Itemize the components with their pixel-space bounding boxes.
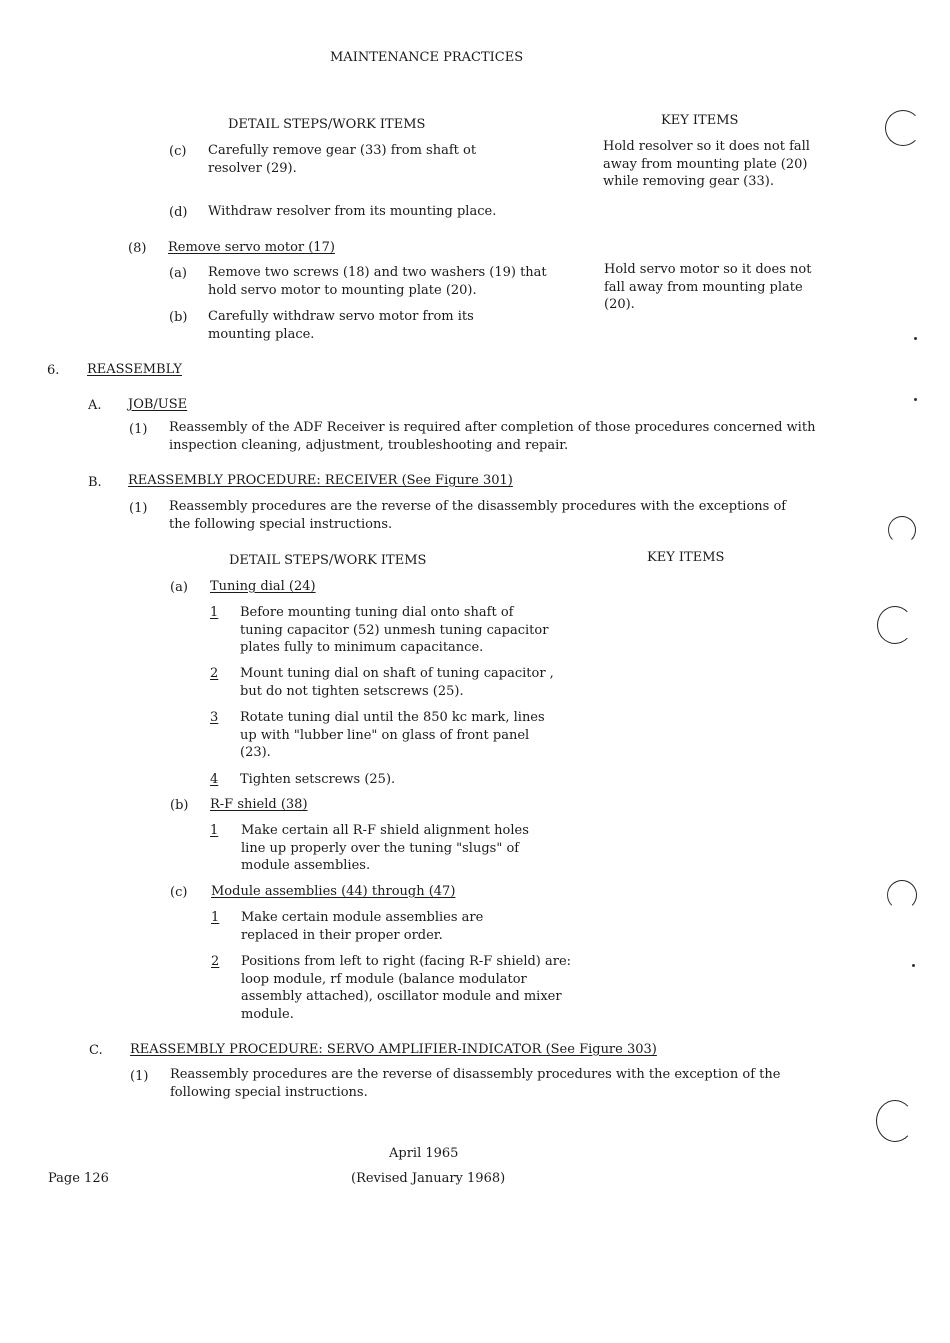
scan-speck — [914, 337, 917, 340]
subsection-title: REASSEMBLY PROCEDURE: SERVO AMPLIFIER-INDICATOR (See Figure 303) — [130, 1042, 657, 1057]
step-text: Carefully remove gear (33) from shaft ot resolver (29). — [208, 143, 477, 176]
item-label: (a) — [170, 580, 188, 595]
step-number: 3 — [210, 710, 219, 725]
item-label: (1) — [129, 501, 148, 516]
step-text: Withdraw resolver from its mounting place. — [208, 204, 497, 219]
footer-date: April 1965 — [389, 1146, 459, 1161]
column-heading-detail: DETAIL STEPS/WORK ITEMS — [229, 553, 427, 568]
paragraph-text: Reassembly of the ADF Receiver is required after completion of those procedures concerned with inspection cleaning, adjustment, troubleshooting and repair. — [169, 420, 816, 453]
step-text: Before mounting tuning dial onto shaft of tuning capacitor (52) unmesh tuning capacitor plates fully to minimum capacitance. — [240, 605, 549, 655]
item-label: (a) — [169, 266, 187, 281]
subsection-title: JOB/USE — [128, 397, 188, 412]
step-heading: Tuning dial (24) — [210, 579, 316, 594]
step-number: 1 — [210, 823, 219, 838]
page-number: Page 126 — [48, 1171, 109, 1186]
item-label: (1) — [129, 422, 148, 437]
item-label: (8) — [128, 241, 147, 256]
step-text: Carefully withdraw servo motor from its mounting place. — [208, 309, 474, 342]
item-label: (1) — [130, 1069, 149, 1084]
scan-speck — [912, 964, 915, 967]
punch-hole-mark — [888, 516, 916, 544]
punch-hole-mark — [887, 880, 917, 910]
key-item-text: Hold servo motor so it does not fall away from mounting plate (20). — [604, 262, 812, 312]
item-label: (c) — [169, 144, 187, 159]
section-title: REASSEMBLY — [87, 362, 182, 377]
punch-hole-mark — [876, 1100, 914, 1142]
step-text: Make certain all R-F shield alignment holes line up properly over the tuning "slugs" of module assemblies. — [241, 823, 529, 873]
step-text: Mount tuning dial on shaft of tuning capacitor , but do not tighten setscrews (25). — [240, 666, 554, 699]
subsection-label: A. — [88, 398, 102, 413]
punch-hole-mark — [877, 606, 913, 644]
step-text: Positions from left to right (facing R-F shield) are: loop module, rf module (balance modulator assembly attached), oscillator module and mixer module. — [241, 954, 572, 1022]
step-heading: Module assemblies (44) through (47) — [211, 884, 456, 899]
paragraph-text: Reassembly procedures are the reverse of the disassembly procedures with the exceptions of the following special instructions. — [169, 499, 787, 532]
key-item-text: Hold resolver so it does not fall away from mounting plate (20) while removing gear (33). — [603, 139, 810, 189]
column-heading-key: KEY ITEMS — [661, 113, 739, 128]
paragraph-text: Reassembly procedures are the reverse of disassembly procedures with the exception of the following special instructions. — [170, 1067, 781, 1100]
step-text: Rotate tuning dial until the 850 kc mark, lines up with "lubber line" on glass of front panel (23). — [240, 710, 545, 760]
section-number: 6. — [47, 363, 60, 378]
step-text: Make certain module assemblies are replaced in their proper order. — [241, 910, 484, 943]
step-number: 4 — [210, 772, 219, 787]
punch-hole-mark — [885, 110, 921, 146]
step-number: 1 — [211, 910, 220, 925]
page-header: MAINTENANCE PRACTICES — [330, 50, 524, 65]
footer-revised: (Revised January 1968) — [351, 1171, 506, 1186]
step-number: 1 — [210, 605, 219, 620]
item-label: (b) — [169, 310, 188, 325]
item-label: (d) — [169, 205, 188, 220]
step-number: 2 — [211, 954, 220, 969]
subsection-title: REASSEMBLY PROCEDURE: RECEIVER (See Figure 301) — [128, 473, 513, 488]
item-label: (b) — [170, 798, 189, 813]
item-label: (c) — [170, 885, 188, 900]
step-text: Remove two screws (18) and two washers (19) that hold servo motor to mounting plate (20). — [208, 265, 547, 298]
scan-speck — [914, 398, 917, 401]
step-heading: R-F shield (38) — [210, 797, 308, 812]
step-heading: Remove servo motor (17) — [168, 240, 335, 255]
subsection-label: B. — [88, 475, 102, 490]
step-number: 2 — [210, 666, 219, 681]
subsection-label: C. — [89, 1043, 103, 1058]
column-heading-detail: DETAIL STEPS/WORK ITEMS — [228, 117, 426, 132]
step-text: Tighten setscrews (25). — [240, 772, 396, 787]
column-heading-key: KEY ITEMS — [647, 550, 725, 565]
